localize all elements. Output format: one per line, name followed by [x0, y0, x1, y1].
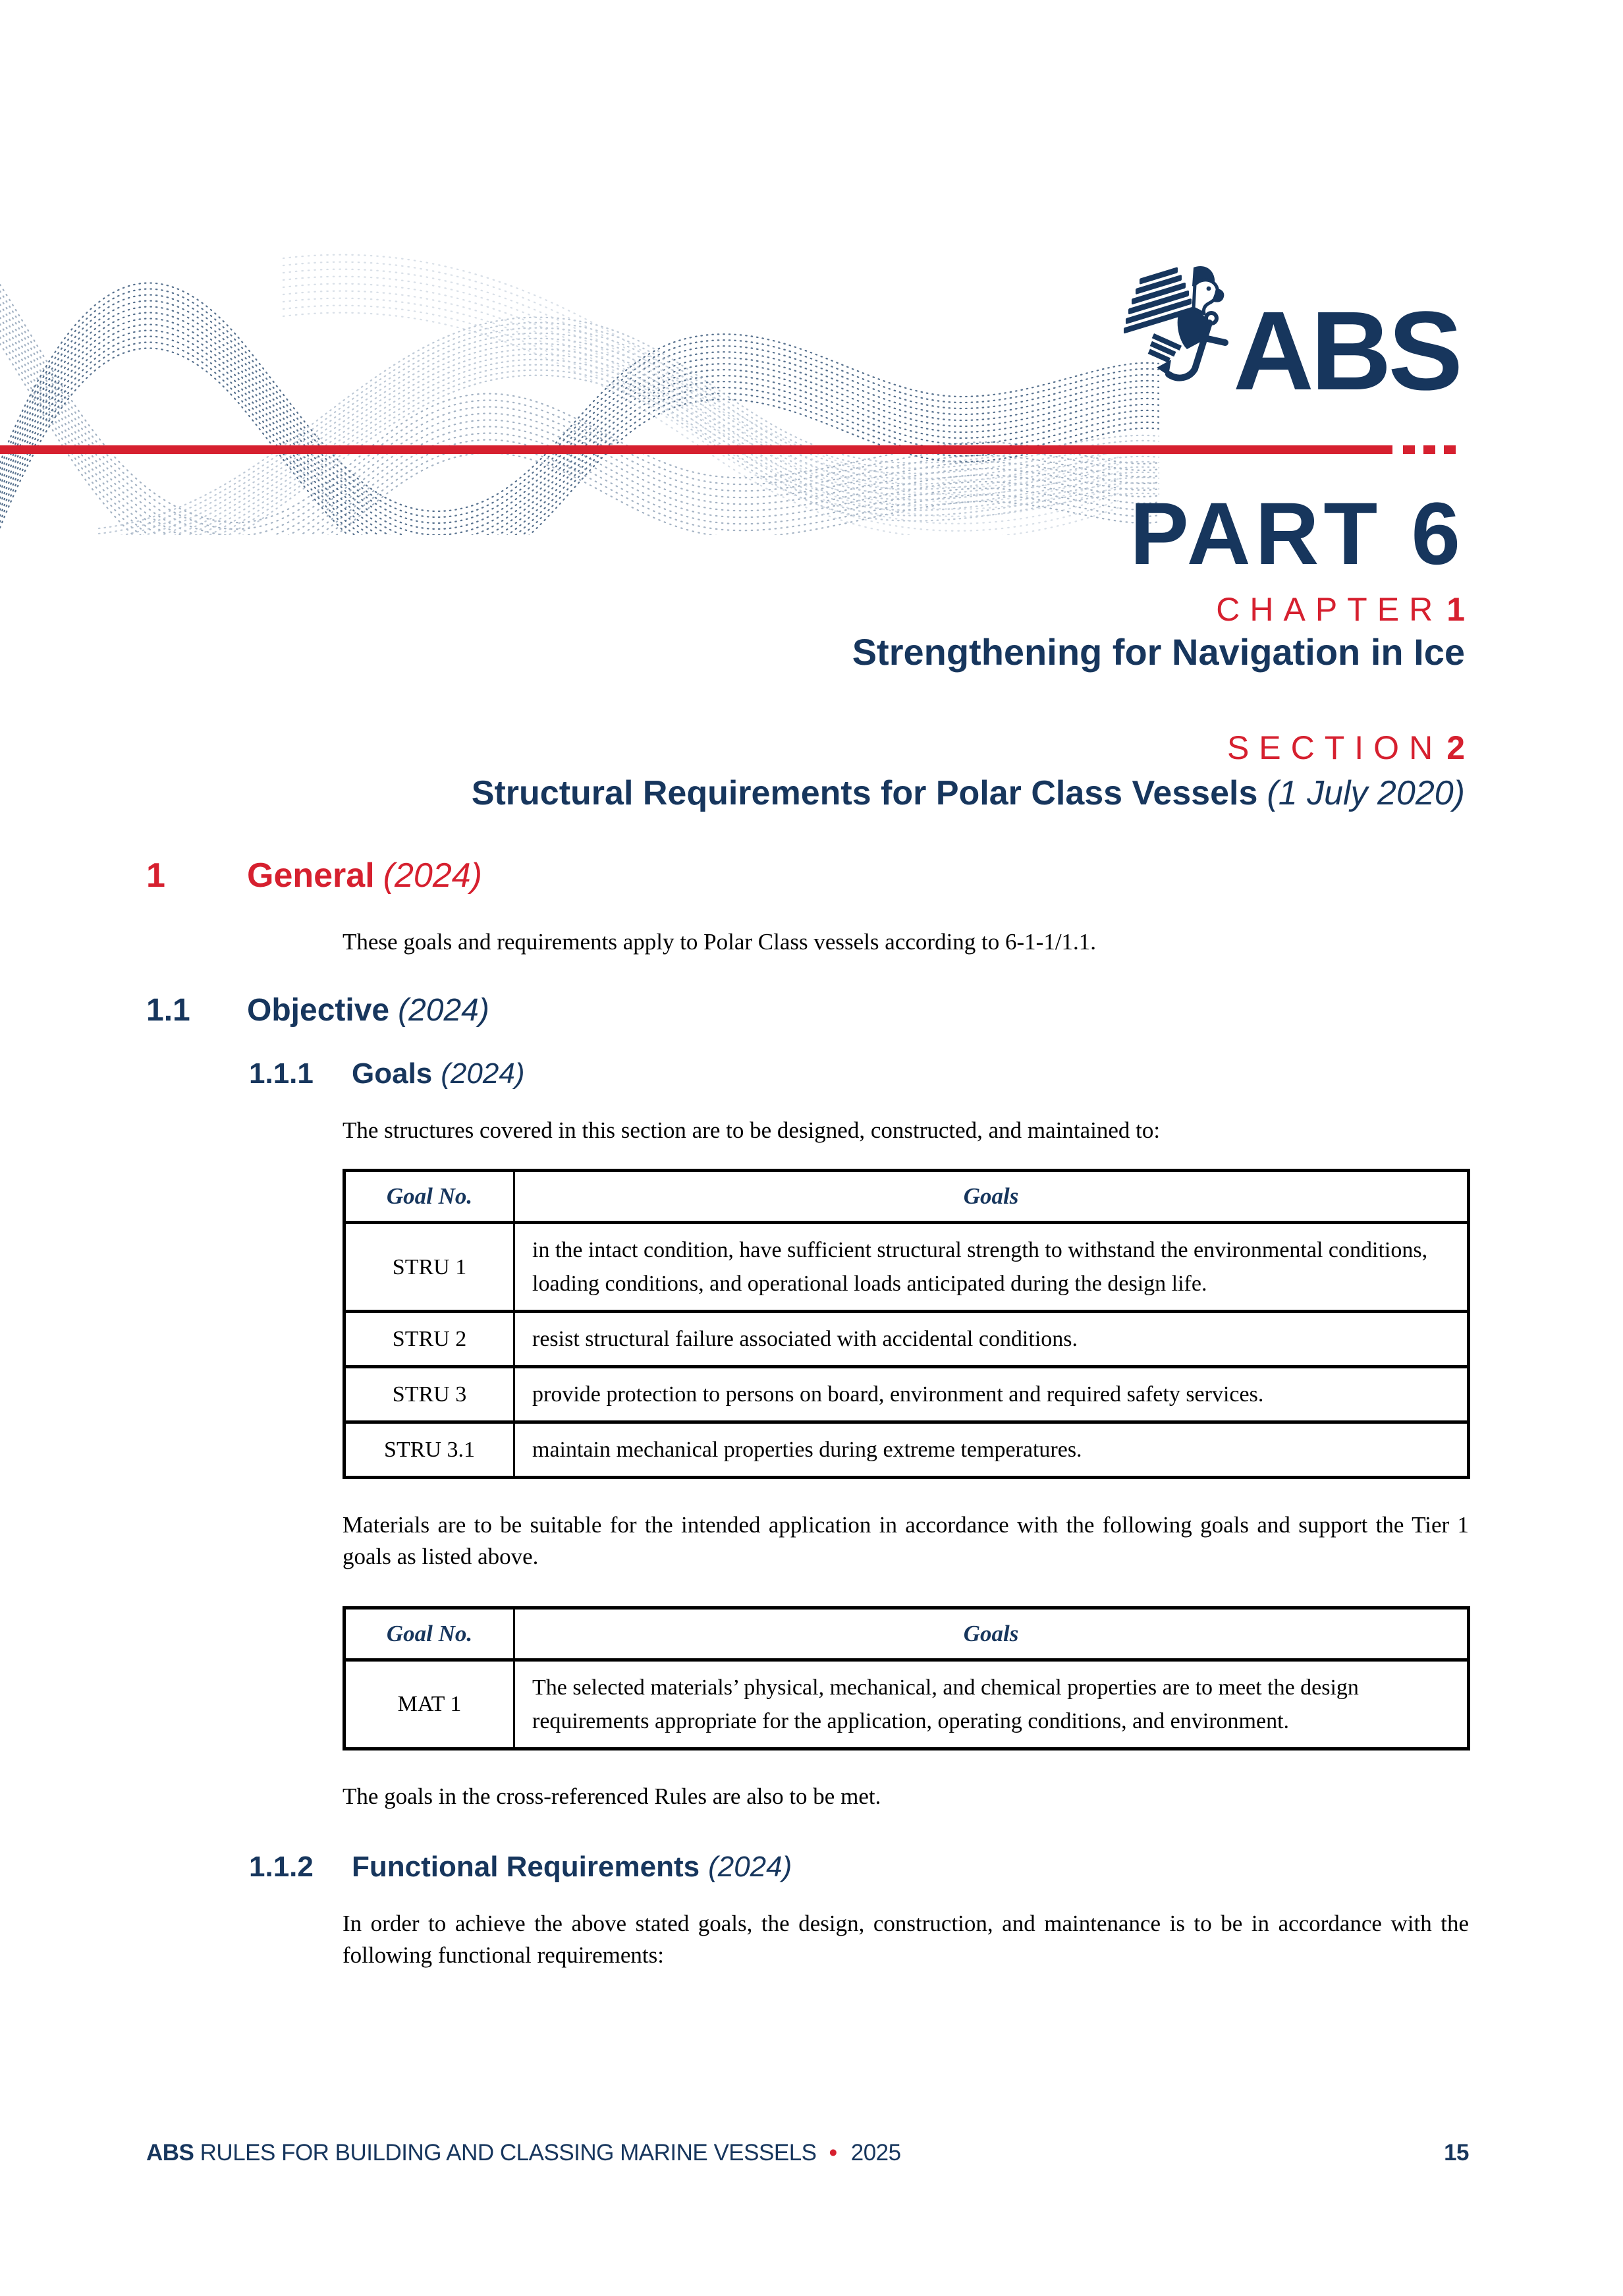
heading-number: 1 — [146, 856, 165, 895]
heading-edition: (2024) — [398, 993, 489, 1028]
table-header-row — [344, 1608, 1469, 1660]
goals-table-materials — [343, 1606, 1470, 1750]
heading-number: 1.1.1 — [249, 1057, 314, 1090]
heading-edition: (2024) — [441, 1057, 525, 1090]
section-line — [1227, 731, 1465, 764]
section-title-text: Structural Requirements for Polar Class Vessels — [471, 774, 1258, 812]
part-title: PART 6 — [1130, 485, 1465, 583]
heading-1-1-objective — [146, 992, 1469, 1028]
column-header-goals: Goals — [514, 1608, 1469, 1660]
footer-publisher: ABS — [146, 2140, 194, 2166]
chapter-title: Strengthening for Navigation in Ice — [852, 631, 1465, 673]
footer-separator-dot: • — [829, 2140, 837, 2166]
paragraph-functional-requirements: In order to achieve the above stated goals, the design, construction, and maintenance is to be in accordance with the following functional requirements: — [343, 1910, 1469, 1968]
section-label: SECTION — [1226, 729, 1443, 766]
footer-year: 2025 — [850, 2140, 901, 2166]
section-number: 2 — [1446, 729, 1465, 766]
heading-edition: (2024) — [708, 1851, 792, 1884]
wave-decoration — [0, 245, 1159, 535]
header-rule-dash — [1423, 445, 1435, 454]
table-row — [344, 1312, 1469, 1367]
chapter-number: 1 — [1446, 591, 1465, 628]
heading-edition: (2024) — [383, 856, 482, 895]
heading-title: Goals — [352, 1057, 433, 1090]
footer-rule-title — [146, 2140, 901, 2166]
main-content — [146, 856, 1469, 1971]
goal-no-cell: STRU 2 — [344, 1312, 514, 1367]
goal-no-cell: STRU 1 — [344, 1223, 514, 1312]
column-header-goals: Goals — [514, 1171, 1469, 1223]
paragraph-general: These goals and requirements apply to Polar Class vessels according to 6-1-1/1.1. — [343, 928, 1097, 955]
table-row — [344, 1367, 1469, 1422]
chapter-line — [1216, 593, 1465, 626]
goal-no-cell: MAT 1 — [344, 1660, 514, 1749]
heading-1-1-2-functional-requirements — [249, 1851, 1469, 1884]
heading-title: Functional Requirements — [352, 1851, 700, 1884]
paragraph-materials: Materials are to be suitable for the intended application in accordance with the following goals and support the Tier 1 goals as listed above. — [343, 1512, 1469, 1570]
section-edition: (1 July 2020) — [1267, 774, 1465, 812]
heading-1-general — [146, 856, 1469, 896]
header-rule — [0, 445, 1392, 454]
heading-1-1-1-goals — [249, 1057, 1469, 1091]
heading-number: 1.1.2 — [249, 1851, 314, 1884]
table-header-row — [344, 1171, 1469, 1223]
goal-text-cell: The selected materials’ physical, mechanical, and chemical properties are to meet the design requirements appropriate for the application, operating conditions, and environment. — [514, 1660, 1469, 1749]
table-row — [344, 1223, 1469, 1312]
paragraph-cross-referenced: The goals in the cross-referenced Rules are also to be met. — [343, 1783, 881, 1809]
goal-text-cell: maintain mechanical properties during extreme temperatures. — [514, 1422, 1469, 1478]
paragraph-goals-intro: The structures covered in this section are to be designed, constructed, and maintained to: — [343, 1117, 1161, 1143]
goal-no-cell: STRU 3.1 — [344, 1422, 514, 1478]
goals-table-structural — [343, 1169, 1470, 1479]
table-row — [344, 1422, 1469, 1478]
column-header-goal-no: Goal No. — [344, 1171, 514, 1223]
table-row — [344, 1660, 1469, 1749]
header-rule-dash — [1403, 445, 1415, 454]
header-rule-dash — [1444, 445, 1456, 454]
chapter-label: CHAPTER — [1216, 591, 1443, 628]
heading-title: Objective — [247, 993, 390, 1028]
goal-text-cell: resist structural failure associated with accidental conditions. — [514, 1312, 1469, 1367]
footer-title: RULES FOR BUILDING AND CLASSING MARINE VESSELS — [200, 2140, 817, 2166]
goal-no-cell: STRU 3 — [344, 1367, 514, 1422]
heading-title: General — [247, 856, 375, 895]
page-footer — [146, 2140, 1469, 2166]
abs-logo-text: ABS — [1233, 289, 1460, 414]
goal-text-cell: in the intact condition, have sufficient structural strength to withstand the environmental conditions, loading conditions, and operational loads anticipated during the design life. — [514, 1223, 1469, 1312]
section-title — [472, 776, 1465, 810]
goal-text-cell: provide protection to persons on board, environment and required safety services. — [514, 1367, 1469, 1422]
page-number: 15 — [1444, 2140, 1469, 2166]
heading-number: 1.1 — [146, 993, 190, 1028]
column-header-goal-no: Goal No. — [344, 1608, 514, 1660]
